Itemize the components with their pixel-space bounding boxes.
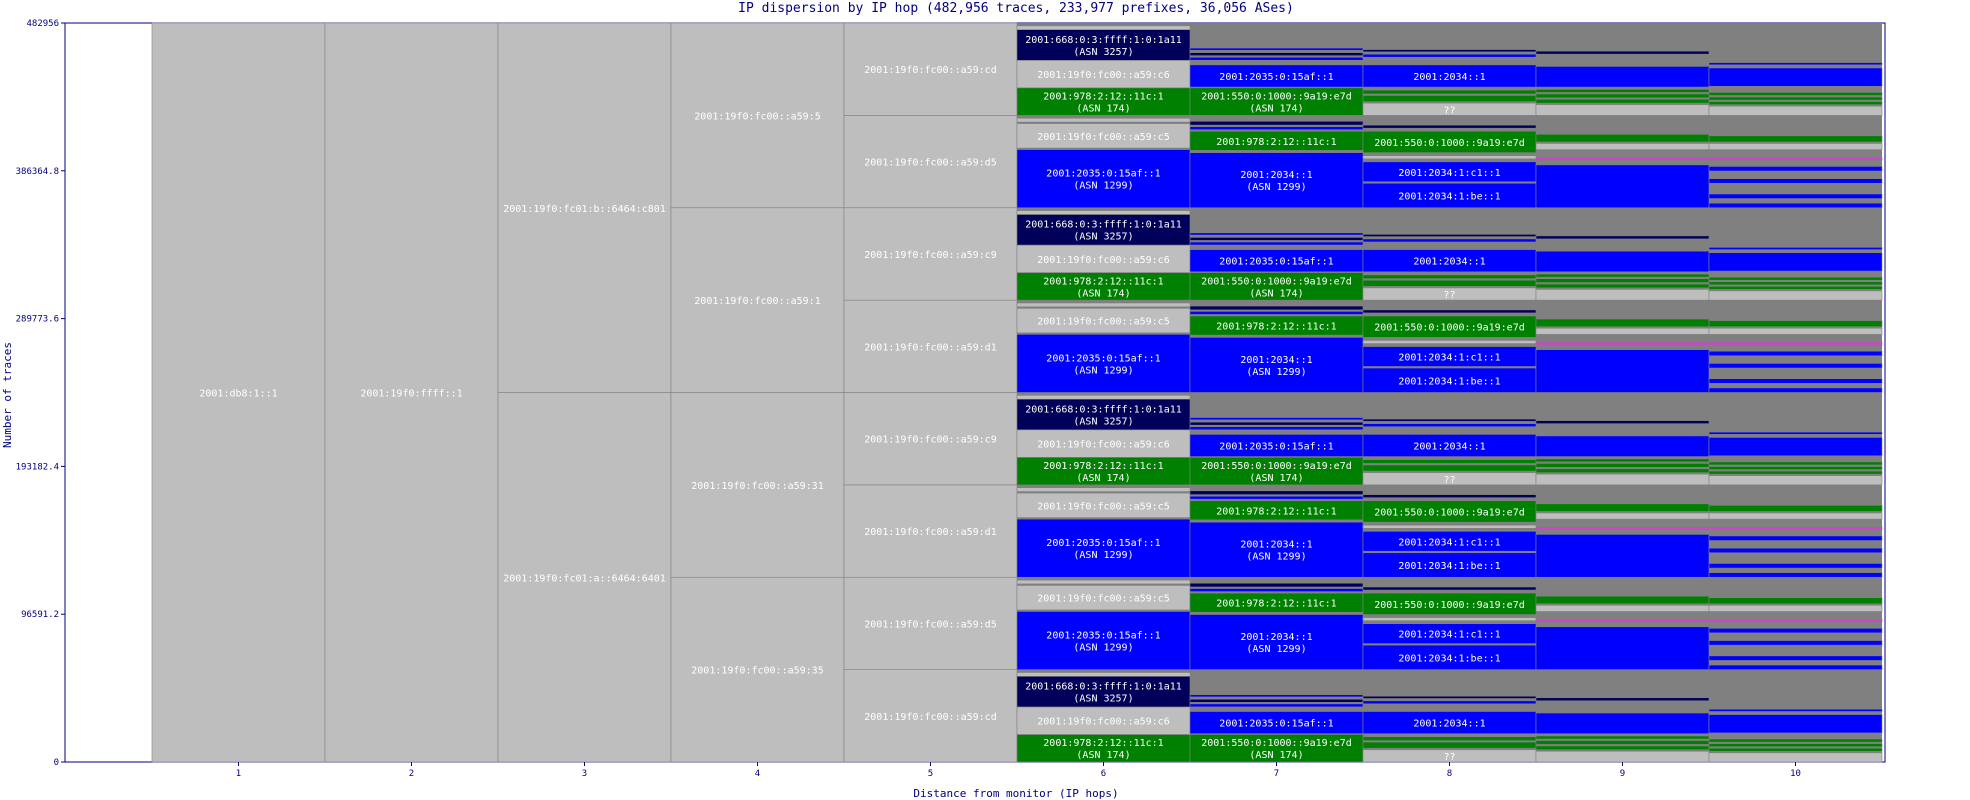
- group4-hop9-segment-14[interactable]: [1536, 328, 1709, 334]
- group6-hop10-segment-18[interactable]: [1709, 179, 1882, 184]
- y-axis: [16, 19, 65, 768]
- group0-hop10-segment-25[interactable]: [1709, 715, 1882, 733]
- x-tick-label: 10: [1790, 769, 1801, 779]
- group3-hop8-segment-10[interactable]: [1363, 465, 1536, 471]
- group4-hop7-segment-6[interactable]: [1190, 306, 1363, 310]
- group6-hop10-segment-19[interactable]: [1709, 166, 1882, 171]
- group7-hop9-segment-15[interactable]: [1536, 105, 1709, 116]
- group1-hop9-segment-13[interactable]: [1536, 619, 1709, 622]
- group2-hop9-segment-14[interactable]: [1536, 513, 1709, 519]
- group3-hop8-segment-13[interactable]: [1363, 424, 1536, 427]
- y-tick-label: 193182.4: [15, 462, 59, 473]
- x-tick-label: 6: [1100, 769, 1107, 779]
- group0-hop10-segment-21[interactable]: [1709, 753, 1882, 762]
- group5-hop10-segment-26[interactable]: [1709, 247, 1882, 249]
- segment-label: 2001:978:2:12::11c:1: [1216, 598, 1337, 610]
- group7-hop9-segment-17[interactable]: [1536, 94, 1709, 98]
- segment-label: 2001:19f0:fc00::a59:d1: [864, 342, 997, 354]
- segment-label: 2001:db8:1::1: [199, 388, 278, 400]
- segment-label: 2001:2034:1:be::1: [1398, 376, 1501, 388]
- segment-label: 2001:2035:0:15af::1: [1046, 538, 1161, 550]
- group7-hop10-segment-26[interactable]: [1709, 63, 1882, 65]
- group3-hop9-segment-18[interactable]: [1536, 459, 1709, 462]
- segment-label: 2001:2034::1: [1413, 256, 1486, 268]
- group6-hop9-segment-15[interactable]: [1536, 134, 1709, 142]
- group1-hop10-segment-19[interactable]: [1709, 628, 1882, 633]
- segment-sublabel: (ASN 174): [1249, 288, 1304, 300]
- group6-hop9-segment-14[interactable]: [1536, 143, 1709, 149]
- segment-label: 2001:2035:0:15af::1: [1219, 71, 1334, 83]
- group0-hop6-segment-3[interactable]: [1017, 672, 1190, 676]
- segment-label: 2001:978:2:12::11c:1: [1216, 136, 1337, 148]
- group5-hop8-segment-10[interactable]: [1363, 280, 1536, 286]
- group0-hop10-segment-24[interactable]: [1709, 739, 1882, 742]
- x-tick-label: 8: [1446, 769, 1453, 779]
- segment-label: 2001:2034:1:c1::1: [1398, 629, 1501, 641]
- segment-sublabel: (ASN 1299): [1246, 551, 1307, 563]
- segment-label: 2001:19f0:fc00::a59:d1: [864, 527, 997, 539]
- group7-hop10-segment-24[interactable]: [1709, 92, 1882, 95]
- group7-hop9-segment-16[interactable]: [1536, 99, 1709, 103]
- group5-hop9-segment-16[interactable]: [1536, 284, 1709, 288]
- segment-label: ??: [1443, 474, 1456, 486]
- x-tick-label: 7: [1273, 769, 1280, 779]
- group6-hop10-segment-21[interactable]: [1709, 143, 1882, 149]
- segment-label: 2001:2034:1:c1::1: [1398, 537, 1501, 549]
- segment-label: 2001:978:2:12::11c:1: [1043, 738, 1164, 750]
- y-tick-label: 96591.2: [21, 610, 59, 621]
- segment-label: 2001:978:2:12::11c:1: [1043, 276, 1164, 288]
- group6-hop10-segment-22[interactable]: [1709, 136, 1882, 142]
- segment-label: 2001:19f0:fc00::a59:c9: [864, 249, 997, 261]
- group4-hop10-segment-20[interactable]: [1709, 342, 1882, 345]
- segment-label: 2001:2034::1: [1240, 632, 1313, 644]
- group4-hop9-segment-15[interactable]: [1536, 319, 1709, 327]
- segment-label: 2001:2034:1:c1::1: [1398, 167, 1501, 179]
- segment-sublabel: (ASN 1299): [1246, 644, 1307, 656]
- group5-hop9-segment-15[interactable]: [1536, 289, 1709, 300]
- group2-hop7-segment-5[interactable]: [1190, 496, 1363, 499]
- group4-hop6-segment-2[interactable]: [1017, 303, 1190, 307]
- segment-label: 2001:2034::1: [1240, 354, 1313, 366]
- segment-label: 2001:2035:0:15af::1: [1046, 168, 1161, 180]
- segment-label: 2001:2034:1:be::1: [1398, 561, 1501, 573]
- segment-label: 2001:978:2:12::11c:1: [1043, 461, 1164, 473]
- group2-hop9-segment-13[interactable]: [1536, 527, 1709, 530]
- segment-sublabel: (ASN 174): [1076, 288, 1131, 300]
- group6-hop10-segment-17[interactable]: [1709, 194, 1882, 199]
- group5-hop10-segment-23[interactable]: [1709, 282, 1882, 285]
- segment-label: 2001:2035:0:15af::1: [1046, 630, 1161, 642]
- segment-sublabel: (ASN 1299): [1073, 180, 1134, 192]
- group7-hop10-segment-21[interactable]: [1709, 106, 1882, 115]
- group7-hop9-segment-20[interactable]: [1536, 51, 1709, 54]
- group3-hop9-segment-17[interactable]: [1536, 463, 1709, 467]
- segment-label: 2001:550:0:1000::9a19:e7d: [1201, 461, 1352, 473]
- group4-hop7-segment-5[interactable]: [1190, 311, 1363, 314]
- segment-label: 2001:19f0:fc00::a59:cd: [864, 711, 997, 723]
- segment-label: 2001:550:0:1000::9a19:e7d: [1201, 738, 1352, 750]
- group5-hop7-segment-6[interactable]: [1190, 242, 1363, 245]
- group1-hop9-segment-14[interactable]: [1536, 605, 1709, 611]
- group2-hop10-segment-22[interactable]: [1709, 505, 1882, 511]
- group5-hop10-segment-25[interactable]: [1709, 253, 1882, 271]
- group1-hop8-segment-11[interactable]: [1363, 587, 1536, 590]
- segment-sublabel: (ASN 174): [1249, 750, 1304, 762]
- segment-label: 2001:2034::1: [1413, 441, 1486, 453]
- group3-hop8-segment-11[interactable]: [1363, 460, 1536, 464]
- group4-hop9-segment-13[interactable]: [1536, 342, 1709, 345]
- segment-label: 2001:550:0:1000::9a19:e7d: [1374, 137, 1525, 149]
- segment-label: ??: [1443, 751, 1456, 763]
- group0-hop9-segment-17[interactable]: [1536, 741, 1709, 745]
- segment-label: 2001:19f0:fc01:b::6464:c801: [503, 203, 666, 215]
- x-tick-label: 5: [927, 769, 934, 779]
- group2-hop6-segment-2[interactable]: [1017, 488, 1190, 492]
- group2-hop8-segment-11[interactable]: [1363, 495, 1536, 498]
- segment-label: 2001:19f0:fc00::a59:5: [694, 111, 821, 123]
- group6-hop7-segment-6[interactable]: [1190, 121, 1363, 125]
- group1-hop10-segment-16[interactable]: [1709, 665, 1882, 670]
- group6-hop9-segment-13[interactable]: [1536, 157, 1709, 160]
- y-tick-label: 482956: [26, 19, 59, 29]
- group3-hop9-segment-19[interactable]: [1536, 436, 1709, 457]
- segment-sublabel: (ASN 3257): [1073, 46, 1134, 58]
- group7-hop8-segment-11[interactable]: [1363, 90, 1536, 94]
- group4-hop10-segment-16[interactable]: [1709, 388, 1882, 393]
- segment-label: 2001:978:2:12::11c:1: [1216, 506, 1337, 518]
- group4-hop8-segment-9[interactable]: [1363, 340, 1536, 343]
- segment-label: 2001:2035:0:15af::1: [1219, 718, 1334, 730]
- segment-label: 2001:19f0:fc00::a59:31: [691, 480, 824, 492]
- group1-hop9-segment-15[interactable]: [1536, 596, 1709, 604]
- group4-hop10-segment-17[interactable]: [1709, 379, 1882, 384]
- group7-hop7-segment-6[interactable]: [1190, 57, 1363, 60]
- y-axis-label: Number of traces: [1, 342, 14, 448]
- group5-hop10-segment-22[interactable]: [1709, 286, 1882, 289]
- group6-hop7-segment-5[interactable]: [1190, 127, 1363, 130]
- group3-hop8-segment-14[interactable]: [1363, 419, 1536, 421]
- group2-hop8-segment-9[interactable]: [1363, 525, 1536, 528]
- group1-hop8-segment-9[interactable]: [1363, 618, 1536, 621]
- segment-label: 2001:550:0:1000::9a19:e7d: [1201, 276, 1352, 288]
- segment-label: 2001:668:0:3:ffff:1:0:1a11: [1025, 34, 1182, 46]
- chart-title: IP dispersion by IP hop (482,956 traces, 233,977 prefixes, 36,056 ASes): [738, 1, 1294, 16]
- segment-label: 2001:2035:0:15af::1: [1219, 256, 1334, 268]
- group0-hop8-segment-14[interactable]: [1363, 696, 1536, 698]
- group5-hop9-segment-19[interactable]: [1536, 251, 1709, 272]
- segment-sublabel: (ASN 1299): [1246, 366, 1307, 378]
- segment-label: 2001:19f0:fc00::a59:cd: [864, 65, 997, 77]
- group3-hop7-segment-8[interactable]: [1190, 418, 1363, 420]
- group0-hop9-segment-18[interactable]: [1536, 736, 1709, 739]
- segment-label: 2001:668:0:3:ffff:1:0:1a11: [1025, 681, 1182, 693]
- group5-hop8-segment-11[interactable]: [1363, 275, 1536, 279]
- group2-hop9-segment-12[interactable]: [1536, 534, 1709, 577]
- group1-hop7-segment-6[interactable]: [1190, 583, 1363, 587]
- group6-hop6-segment-2[interactable]: [1017, 118, 1190, 122]
- group3-hop6-segment-3[interactable]: [1017, 395, 1190, 399]
- group1-hop10-segment-20[interactable]: [1709, 619, 1882, 622]
- group2-hop10-segment-17[interactable]: [1709, 563, 1882, 568]
- segment-label: 2001:2034::1: [1240, 539, 1313, 551]
- group6-hop8-segment-9[interactable]: [1363, 156, 1536, 159]
- segment-sublabel: (ASN 3257): [1073, 231, 1134, 243]
- group5-hop9-segment-17[interactable]: [1536, 279, 1709, 283]
- group4-hop10-segment-21[interactable]: [1709, 328, 1882, 334]
- group7-hop7-segment-8[interactable]: [1190, 48, 1363, 50]
- group5-hop9-segment-20[interactable]: [1536, 236, 1709, 239]
- group7-hop6-segment-3[interactable]: [1017, 26, 1190, 30]
- segment-label: 2001:2035:0:15af::1: [1046, 353, 1161, 365]
- segment-label: 2001:19f0:fc00::a59:35: [691, 665, 824, 677]
- segment-label: 2001:19f0:fc00::a59:d5: [864, 619, 997, 631]
- segment-sublabel: (ASN 174): [1249, 103, 1304, 115]
- group2-hop10-segment-21[interactable]: [1709, 513, 1882, 519]
- group7-hop10-segment-25[interactable]: [1709, 68, 1882, 86]
- group4-hop8-segment-11[interactable]: [1363, 310, 1536, 313]
- group4-hop10-segment-18[interactable]: [1709, 363, 1882, 368]
- segment-label: 2001:2034:1:be::1: [1398, 191, 1501, 203]
- group5-hop10-segment-21[interactable]: [1709, 291, 1882, 300]
- group0-hop7-segment-7[interactable]: [1190, 699, 1363, 702]
- segment-label: 2001:978:2:12::11c:1: [1043, 91, 1164, 103]
- group1-hop10-segment-22[interactable]: [1709, 598, 1882, 604]
- segment-label: 2001:2034:1:c1::1: [1398, 352, 1501, 364]
- segment-label: 2001:2034:1:be::1: [1398, 653, 1501, 665]
- segment-sublabel: (ASN 1299): [1246, 182, 1307, 194]
- segment-label: 2001:19f0:fc00::a59:d5: [864, 157, 997, 169]
- group0-hop9-segment-19[interactable]: [1536, 713, 1709, 734]
- group7-hop9-segment-18[interactable]: [1536, 89, 1709, 92]
- segment-label: 2001:19f0:fc01:a::6464:6401: [503, 573, 666, 585]
- group3-hop10-segment-22[interactable]: [1709, 471, 1882, 474]
- x-tick-label: 3: [581, 769, 588, 779]
- group0-hop9-segment-16[interactable]: [1536, 746, 1709, 750]
- group6-hop9-segment-12[interactable]: [1536, 165, 1709, 208]
- group0-hop8-segment-13[interactable]: [1363, 701, 1536, 704]
- x-tick-label: 1: [235, 769, 242, 779]
- segment-label: 2001:19f0:fc00::a59:c5: [1037, 131, 1170, 143]
- segment-label: 2001:2034::1: [1413, 71, 1486, 83]
- group5-hop9-segment-18[interactable]: [1536, 274, 1709, 277]
- group0-hop9-segment-20[interactable]: [1536, 698, 1709, 701]
- segment-label: 2001:19f0:fc00::a59:c6: [1037, 254, 1170, 266]
- x-tick-label: 9: [1619, 769, 1626, 779]
- segment-label: 2001:19f0:ffff::1: [360, 388, 463, 400]
- group3-hop10-segment-25[interactable]: [1709, 437, 1882, 455]
- group1-hop10-segment-21[interactable]: [1709, 605, 1882, 611]
- segment-label: 2001:19f0:fc00::a59:c5: [1037, 593, 1170, 605]
- group2-hop10-segment-18[interactable]: [1709, 548, 1882, 553]
- group0-hop10-segment-22[interactable]: [1709, 748, 1882, 751]
- group5-hop8-segment-13[interactable]: [1363, 239, 1536, 242]
- y-tick-label: 289773.6: [15, 314, 59, 325]
- group2-hop7-segment-6[interactable]: [1190, 491, 1363, 495]
- segment-label: 2001:2034::1: [1413, 718, 1486, 730]
- group0-hop10-segment-26[interactable]: [1709, 709, 1882, 711]
- group3-hop10-segment-26[interactable]: [1709, 432, 1882, 434]
- segment-label: 2001:550:0:1000::9a19:e7d: [1374, 322, 1525, 334]
- segment-label: 2001:668:0:3:ffff:1:0:1a11: [1025, 404, 1182, 416]
- x-tick-label: 2: [408, 769, 415, 779]
- segment-sublabel: (ASN 1299): [1073, 365, 1134, 377]
- x-tick-label: 4: [754, 769, 761, 779]
- group6-hop8-segment-11[interactable]: [1363, 125, 1536, 128]
- group0-hop9-segment-15[interactable]: [1536, 751, 1709, 762]
- x-axis: [236, 762, 1801, 779]
- segment-sublabel: (ASN 3257): [1073, 693, 1134, 705]
- group2-hop10-segment-20[interactable]: [1709, 527, 1882, 530]
- segment-label: 2001:2034::1: [1240, 170, 1313, 182]
- group0-hop7-segment-8[interactable]: [1190, 695, 1363, 697]
- group3-hop10-segment-21[interactable]: [1709, 476, 1882, 485]
- segment-label: 2001:19f0:fc00::a59:c6: [1037, 439, 1170, 451]
- group3-hop9-segment-20[interactable]: [1536, 421, 1709, 424]
- group2-hop10-segment-16[interactable]: [1709, 573, 1882, 578]
- group1-hop9-segment-12[interactable]: [1536, 627, 1709, 670]
- segment-label: 2001:668:0:3:ffff:1:0:1a11: [1025, 219, 1182, 231]
- group6-hop10-segment-20[interactable]: [1709, 157, 1882, 160]
- group6-hop10-segment-16[interactable]: [1709, 203, 1882, 208]
- group5-hop6-segment-3[interactable]: [1017, 211, 1190, 215]
- group1-hop7-segment-5[interactable]: [1190, 589, 1363, 592]
- group3-hop9-segment-16[interactable]: [1536, 469, 1709, 473]
- segment-sublabel: (ASN 174): [1249, 473, 1304, 485]
- group5-hop7-segment-7[interactable]: [1190, 237, 1363, 240]
- group7-hop10-segment-22[interactable]: [1709, 102, 1882, 105]
- segment-label: 2001:19f0:fc00::a59:c6: [1037, 70, 1170, 82]
- segment-label: ??: [1443, 105, 1456, 117]
- group4-hop10-segment-19[interactable]: [1709, 351, 1882, 356]
- segment-label: 2001:19f0:fc00::a59:c5: [1037, 316, 1170, 328]
- segment-label: 2001:19f0:fc00::a59:c6: [1037, 716, 1170, 728]
- segment-sublabel: (ASN 3257): [1073, 416, 1134, 428]
- segment-sublabel: (ASN 174): [1076, 103, 1131, 115]
- segment-label: 2001:19f0:fc00::a59:1: [694, 296, 821, 308]
- segment-label: 2001:19f0:fc00::a59:c9: [864, 434, 997, 446]
- segment-label: ??: [1443, 290, 1456, 302]
- group5-hop7-segment-8[interactable]: [1190, 233, 1363, 235]
- group7-hop9-segment-19[interactable]: [1536, 66, 1709, 87]
- group0-hop7-segment-6[interactable]: [1190, 704, 1363, 707]
- segment-sublabel: (ASN 174): [1076, 473, 1131, 485]
- segment-label: 2001:550:0:1000::9a19:e7d: [1374, 599, 1525, 611]
- group7-hop8-segment-13[interactable]: [1363, 54, 1536, 57]
- segment-sublabel: (ASN 1299): [1073, 550, 1134, 562]
- group0-hop8-segment-11[interactable]: [1363, 737, 1536, 741]
- group1-hop6-segment-2[interactable]: [1017, 580, 1190, 584]
- group4-hop10-segment-22[interactable]: [1709, 321, 1882, 327]
- y-tick-label: 386364.8: [15, 166, 59, 177]
- segment-label: 2001:550:0:1000::9a19:e7d: [1374, 507, 1525, 519]
- group7-hop7-segment-7[interactable]: [1190, 53, 1363, 56]
- y-tick-label: 0: [53, 758, 59, 768]
- group3-hop10-segment-23[interactable]: [1709, 467, 1882, 470]
- group7-hop8-segment-10[interactable]: [1363, 95, 1536, 101]
- group5-hop8-segment-14[interactable]: [1363, 234, 1536, 236]
- segment-label: 2001:978:2:12::11c:1: [1216, 321, 1337, 333]
- x-axis-label: Distance from monitor (IP hops): [913, 787, 1119, 800]
- group0-hop8-segment-10[interactable]: [1363, 742, 1536, 748]
- group7-hop10-segment-23[interactable]: [1709, 97, 1882, 100]
- segment-sublabel: (ASN 174): [1076, 750, 1131, 762]
- segment-label: 2001:19f0:fc00::a59:c5: [1037, 501, 1170, 513]
- group5-hop10-segment-24[interactable]: [1709, 277, 1882, 280]
- group2-hop9-segment-15[interactable]: [1536, 504, 1709, 512]
- group7-hop8-segment-14[interactable]: [1363, 50, 1536, 52]
- group4-hop9-segment-12[interactable]: [1536, 350, 1709, 393]
- segment-label: 2001:550:0:1000::9a19:e7d: [1201, 91, 1352, 103]
- group3-hop10-segment-24[interactable]: [1709, 462, 1882, 465]
- group3-hop9-segment-15[interactable]: [1536, 474, 1709, 485]
- group2-hop10-segment-19[interactable]: [1709, 536, 1882, 541]
- group3-hop7-segment-7[interactable]: [1190, 422, 1363, 425]
- group1-hop10-segment-17[interactable]: [1709, 656, 1882, 661]
- segment-label: 2001:2035:0:15af::1: [1219, 441, 1334, 453]
- group3-hop7-segment-6[interactable]: [1190, 427, 1363, 430]
- group1-hop10-segment-18[interactable]: [1709, 641, 1882, 646]
- segment-sublabel: (ASN 1299): [1073, 642, 1134, 654]
- group0-hop10-segment-23[interactable]: [1709, 744, 1882, 747]
